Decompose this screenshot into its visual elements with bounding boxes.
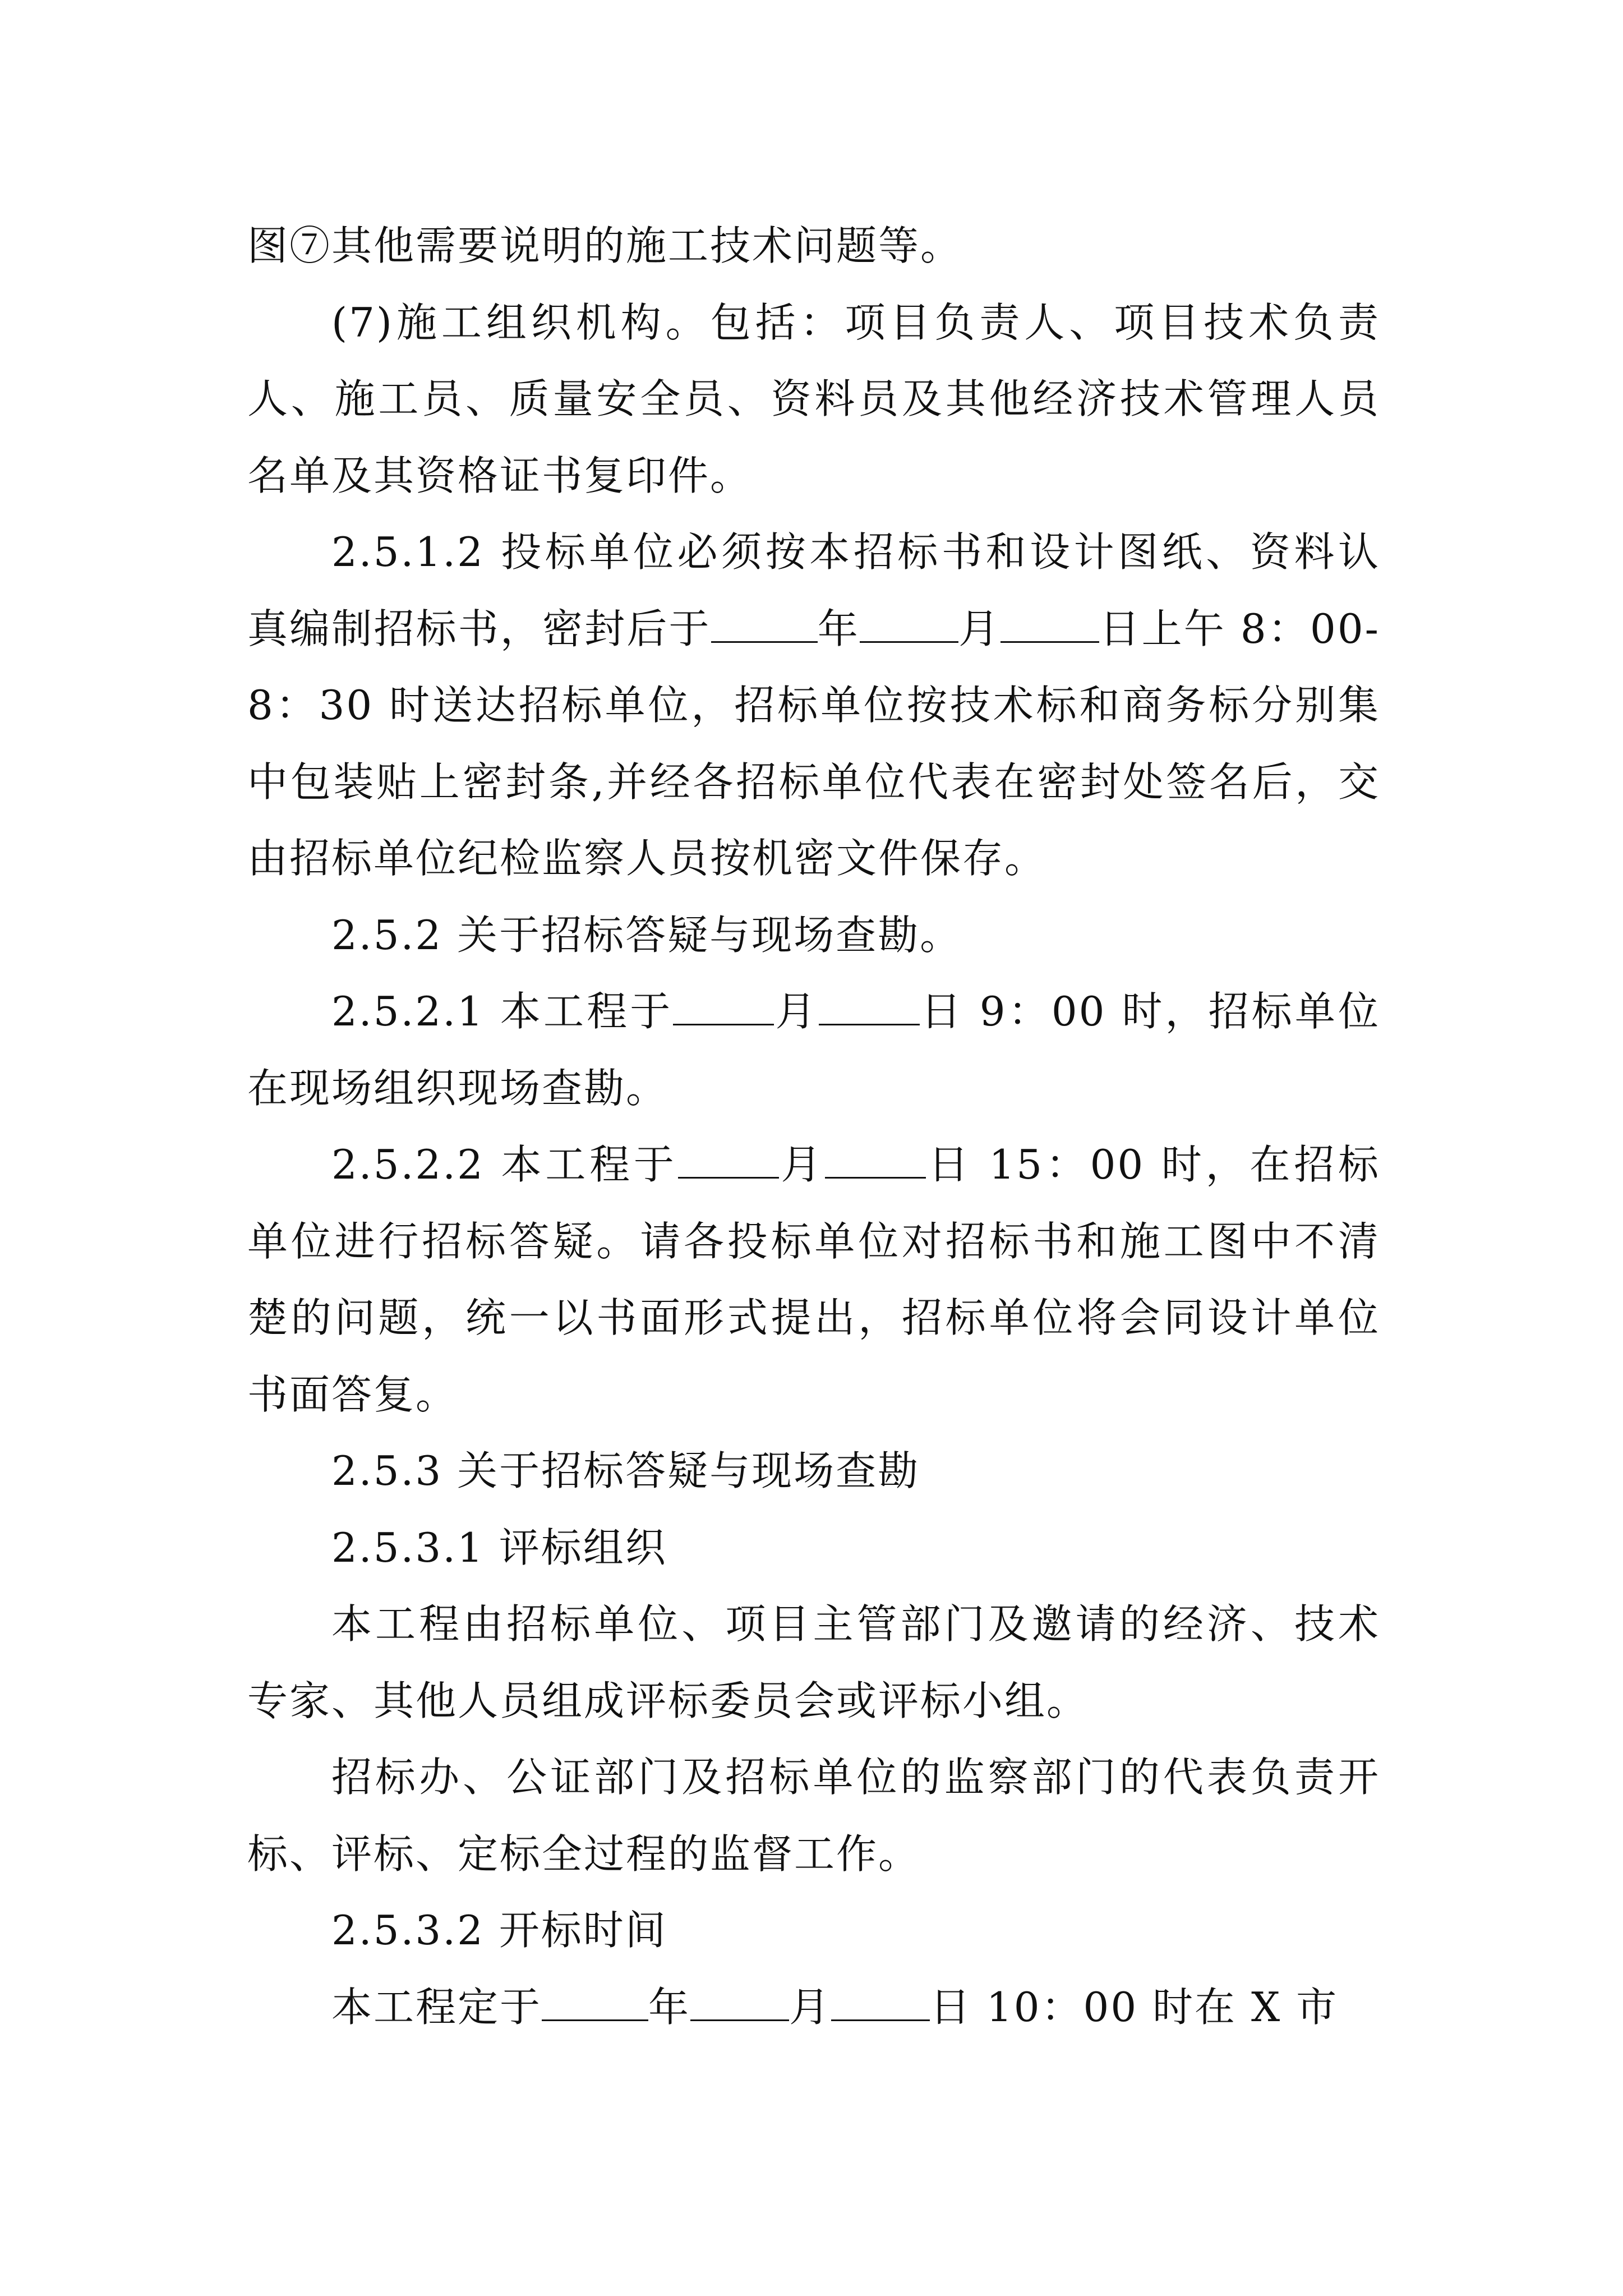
text-segment: 本工程定于 [331, 1983, 542, 2031]
blank-day-field [825, 1142, 926, 1179]
text-segment: 月 [789, 1983, 832, 2031]
text-segment: 年 [648, 1983, 691, 2031]
document-body [247, 208, 1380, 2045]
paragraph-supervision: 招标办、公证部门及招标单位的监察部门的代表负责开标、评标、定标全过程的监督工作。 [247, 1754, 1380, 1878]
text-segment: 2.5.2.1 本工程于 [331, 988, 674, 1035]
heading-2-5-3-2: 2.5.3.2 开标时间 [331, 1907, 667, 1954]
heading-2-5-3-1: 2.5.3.1 评标组织 [331, 1524, 667, 1571]
text-segment: 日 15：00 时，在招标单位进行招标答疑。请各投标单位对招标书和施工图中不清楚的问题，统一以书面形式提出，招标单位将会同设计单位书面答复。 [247, 1141, 1380, 1418]
text-segment: 日 9：00 时，招标单位在现场组织现场查勘。 [247, 988, 1380, 1112]
blank-day-field [819, 989, 920, 1025]
paragraph-2-5-1-2 [247, 514, 1380, 897]
text-segment: 月 [958, 605, 1001, 652]
heading-2-5-3: 2.5.3 关于招标答疑与现场查勘 [331, 1447, 920, 1494]
blank-month-field [860, 606, 958, 643]
text-segment: 日 10：00 时在 X 市 [930, 1983, 1339, 2031]
blank-month-field [678, 1142, 779, 1179]
blank-month-field [673, 989, 774, 1025]
blank-day-field [1000, 606, 1099, 643]
paragraph-2-5-2-2 [247, 1126, 1380, 1433]
text-segment: 年 [817, 605, 860, 652]
text-segment: 2.5.2.2 本工程于 [331, 1141, 678, 1188]
paragraph-opening-time [247, 1969, 1380, 2046]
paragraph-2-5-2-1 [247, 973, 1380, 1126]
text-segment: 2.5.1.2 投标单位必须按本招标书和设计图纸、资料认真编制招标书，密封后于 [247, 528, 1380, 652]
blank-day-field [831, 1985, 930, 2021]
paragraph-evaluation-committee: 本工程由招标单位、项目主管部门及邀请的经济、技术专家、其他人员组成评标委员会或评标小组。 [247, 1600, 1380, 1724]
blank-year-field [542, 1985, 648, 2021]
blank-year-field [711, 606, 818, 643]
paragraph-organization: (7)施工组织机构。包括：项目负责人、项目技术负责人、施工员、质量安全员、资料员及其他经济技术管理人员名单及其资格证书复印件。 [247, 298, 1380, 499]
heading-2-5-2: 2.5.2 关于招标答疑与现场查勘。 [331, 911, 962, 959]
paragraph-item-7-continued: 图⑦其他需要说明的施工技术问题等。 [247, 222, 963, 269]
text-segment: 日上午 8：00-8：30 时送达招标单位，招标单位按技术标和商务标分别集中包装贴上密封条,并经各招标单位代表在密封处签名后，交由招标单位纪检监察人员按机密文件保存。 [247, 605, 1380, 882]
text-segment: 月 [778, 1141, 826, 1188]
blank-month-field [690, 1985, 789, 2021]
text-segment: 月 [774, 988, 819, 1035]
